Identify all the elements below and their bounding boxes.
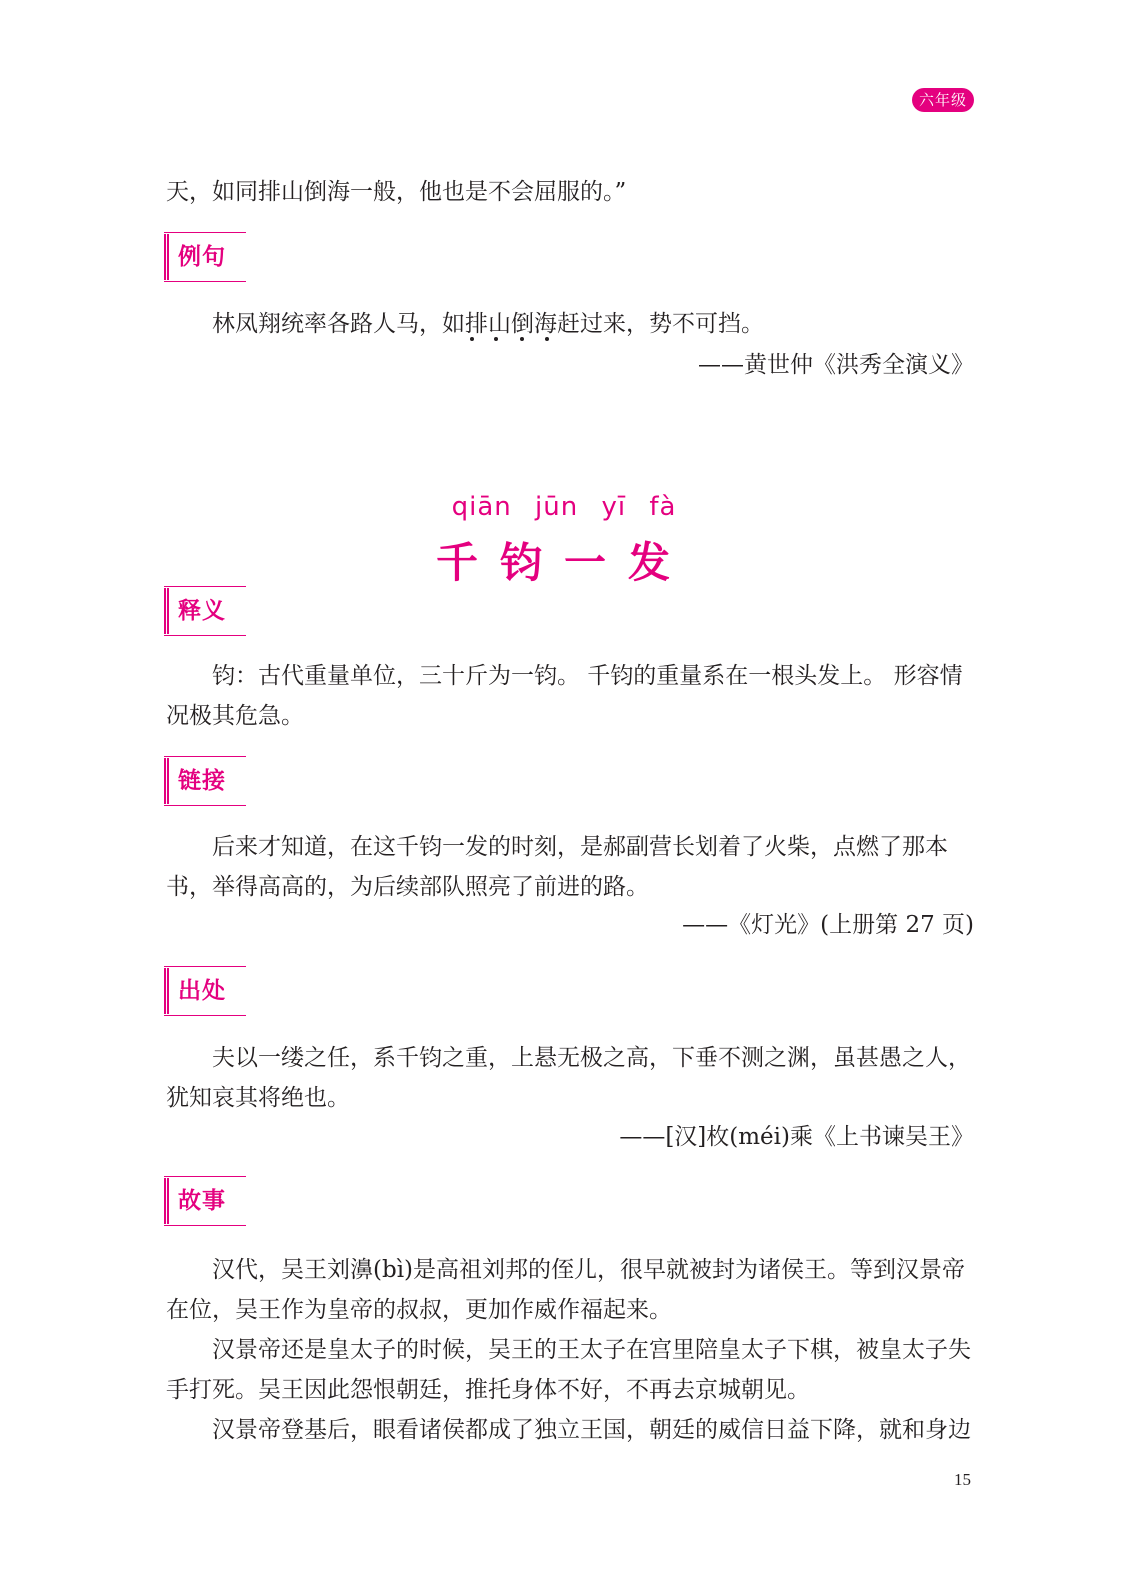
emphasis-dot bbox=[470, 337, 474, 341]
heading-bar bbox=[164, 758, 169, 804]
section-heading-example bbox=[164, 234, 246, 280]
heading-rule bbox=[164, 635, 246, 636]
emphasis-dot bbox=[520, 337, 524, 341]
heading-label: 故事 bbox=[178, 1188, 226, 1214]
heading-bar bbox=[164, 588, 169, 634]
heading-bar bbox=[164, 1178, 169, 1224]
heading-rule bbox=[164, 281, 246, 282]
heading-rule bbox=[164, 586, 246, 587]
page-number: 15 bbox=[954, 1470, 971, 1489]
story-paragraph: 汉代，吴王刘濞(bì)是高祖刘邦的侄儿，很早就被封为诸侯王。等到汉景帝在位，吴王作为皇帝的叔叔，更加作威作福起来。 bbox=[166, 1257, 966, 1323]
source-citation: ——[汉]枚(méi)乘《上书谏吴王》 bbox=[619, 1124, 974, 1150]
source-text: 夫以一缕之任，系千钧之重，上悬无极之高，下垂不测之渊，虽甚愚之人，犹知哀其将绝也。 bbox=[166, 1045, 971, 1111]
previous-entry-continuation: 天，如同排山倒海一般，他也是不会屈服的。” bbox=[166, 179, 627, 205]
heading-rule bbox=[164, 1015, 246, 1016]
heading-rule bbox=[164, 756, 246, 757]
heading-rule bbox=[164, 1176, 246, 1177]
link-text: 后来才知道，在这千钧一发的时刻，是郝副营长划着了火柴，点燃了那本书，举得高高的，为后续部队照亮了前进的路。 bbox=[166, 834, 948, 900]
example-sentence: 林凤翔统率各路人马，如排山倒海赶过来，势不可挡。 bbox=[212, 311, 764, 337]
heading-rule bbox=[164, 232, 246, 233]
grade-badge: 六年级 bbox=[912, 88, 974, 112]
section-heading-story bbox=[164, 1178, 246, 1224]
idiom-title: 千钧一发 bbox=[435, 538, 692, 587]
meaning-text: 钧：古代重量单位，三十斤为一钧。 千钧的重量系在一根头发上。 形容情况极其危急。 bbox=[166, 663, 963, 729]
section-heading-meaning bbox=[164, 588, 246, 634]
heading-label: 例句 bbox=[178, 244, 226, 270]
section-heading-link bbox=[164, 758, 246, 804]
link-citation: ——《灯光》(上册第 27 页) bbox=[682, 912, 974, 938]
heading-rule bbox=[164, 805, 246, 806]
example-citation: ——黄世仲《洪秀全演义》 bbox=[698, 352, 974, 378]
section-heading-source bbox=[164, 968, 246, 1014]
heading-bar bbox=[164, 234, 169, 280]
story-paragraph: 汉景帝还是皇太子的时候，吴王的王太子在宫里陪皇太子下棋，被皇太子失手打死。吴王因此怨恨朝廷，推托身体不好，不再去京城朝见。 bbox=[166, 1337, 971, 1403]
heading-label: 释义 bbox=[178, 598, 226, 624]
story-paragraph: 汉景帝登基后，眼看诸侯都成了独立王国，朝廷的威信日益下降，就和身边 bbox=[212, 1417, 971, 1443]
emphasis-dot bbox=[494, 337, 498, 341]
heading-rule bbox=[164, 966, 246, 967]
heading-bar bbox=[164, 968, 169, 1014]
heading-label: 出处 bbox=[178, 978, 226, 1004]
idiom-pinyin: qiān jūn yī fà bbox=[451, 492, 677, 522]
emphasis-dots bbox=[470, 337, 560, 347]
heading-rule bbox=[164, 1225, 246, 1226]
emphasis-dot bbox=[545, 337, 549, 341]
heading-label: 链接 bbox=[178, 768, 226, 794]
